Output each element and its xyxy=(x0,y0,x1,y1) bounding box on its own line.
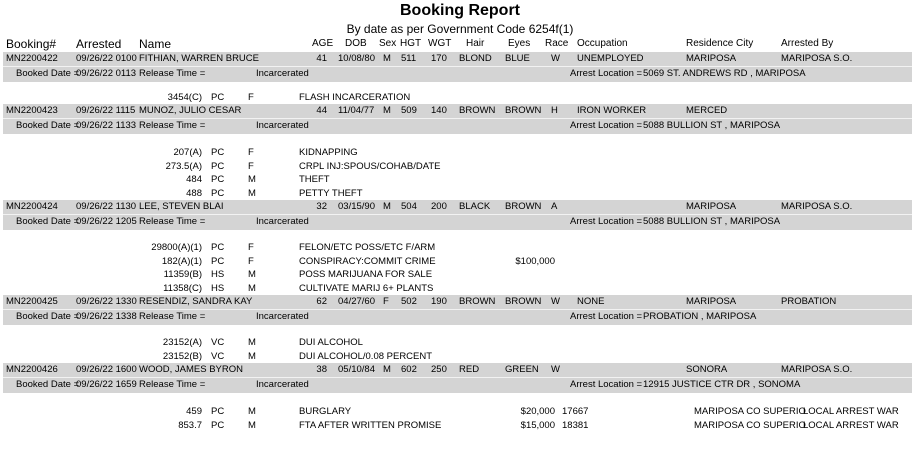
booked-date: 09/26/22 1659 xyxy=(76,379,137,390)
charge-description: FTA AFTER WRITTEN PROMISE xyxy=(299,419,442,431)
weight: 140 xyxy=(431,105,447,116)
charge-code: 853.7 xyxy=(178,419,202,431)
charge-bail: $15,000 xyxy=(520,419,555,431)
header-arrested-by: Arrested By xyxy=(781,38,834,49)
arrested-datetime: 09/26/22 1130 xyxy=(76,201,137,212)
charge-code: 3454(C) xyxy=(167,92,202,103)
arrestee-name: MUNOZ, JULIO CESAR xyxy=(139,105,242,116)
booking-number: MN2200425 xyxy=(6,296,58,307)
arrest-location: 5069 ST. ANDREWS RD , MARIPOSA xyxy=(643,68,806,79)
arrestee-name: WOOD, JAMES BYRON xyxy=(139,364,243,375)
header-arrested: Arrested xyxy=(76,37,122,51)
arrest-location-label: Arrest Location = xyxy=(570,120,643,131)
charge-code-type: VC xyxy=(211,337,225,348)
warrant-number: 18381 xyxy=(562,419,589,431)
charge-description: BURGLARY xyxy=(299,406,352,417)
band-divider xyxy=(3,66,912,67)
charge-description: FLASH INCARCERATION xyxy=(299,92,411,103)
booked-date-label: Booked Date = xyxy=(16,379,80,390)
residence-city: SONORA xyxy=(686,364,728,375)
arrest-location: 5088 BULLION ST , MARIPOSA xyxy=(643,216,781,227)
charge-code: 182(A)(1) xyxy=(161,255,202,267)
race: H xyxy=(551,105,558,116)
band-divider xyxy=(3,214,912,215)
eyes: BROWN xyxy=(505,296,542,307)
charge-bail: $100,000 xyxy=(515,255,555,267)
charge-code-type: PC xyxy=(211,174,225,186)
weight: 250 xyxy=(431,364,447,375)
charge-level: M xyxy=(248,188,256,200)
header-wgt: WGT xyxy=(428,38,452,49)
charge-level: M xyxy=(248,419,256,431)
release-time-label: Release Time = xyxy=(139,120,206,131)
custody-status: Incarcerated xyxy=(256,68,309,79)
charge-code-type: HS xyxy=(211,283,225,295)
age: 32 xyxy=(316,201,327,212)
hair: BROWN xyxy=(459,105,496,116)
height: 502 xyxy=(401,296,417,307)
release-time-label: Release Time = xyxy=(139,68,206,79)
charge-description: CRPL INJ:SPOUS/COHAB/DATE xyxy=(299,160,441,172)
header-dob: DOB xyxy=(345,38,367,49)
sex: M xyxy=(383,105,391,116)
hair: BROWN xyxy=(459,296,496,307)
booked-date: 09/26/22 1133 xyxy=(76,120,137,131)
age: 44 xyxy=(316,105,327,116)
race: A xyxy=(551,201,558,212)
charge-code-type: VC xyxy=(211,350,225,362)
charge-code-type: PC xyxy=(211,160,225,172)
warrant-agency: LOCAL ARREST WAR xyxy=(803,406,899,417)
race: W xyxy=(551,53,560,64)
header-sex: Sex xyxy=(379,38,397,49)
header-name: Name xyxy=(139,37,172,51)
occupation: NONE xyxy=(577,296,605,307)
eyes: BROWN xyxy=(505,105,542,116)
charge-code: 11359(B) xyxy=(163,269,202,281)
height: 504 xyxy=(401,201,417,212)
age: 41 xyxy=(316,53,327,64)
custody-status: Incarcerated xyxy=(256,311,309,322)
hair: RED xyxy=(459,364,480,375)
height: 511 xyxy=(401,53,417,64)
booking-number: MN2200426 xyxy=(6,364,58,375)
arrestee-name: RESENDIZ, SANDRA KAY xyxy=(139,296,253,307)
charge-bail: $20,000 xyxy=(520,406,555,417)
court: MARIPOSA CO SUPERIO xyxy=(694,419,806,431)
arrest-location-label: Arrest Location = xyxy=(570,311,643,322)
dob: 03/15/90 xyxy=(338,201,375,212)
band-divider xyxy=(3,118,912,119)
dob: 10/08/80 xyxy=(338,53,375,64)
arrest-location-label: Arrest Location = xyxy=(570,216,643,227)
booked-date: 09/26/22 1338 xyxy=(76,311,137,322)
arrested-datetime: 09/26/22 0100 xyxy=(76,53,137,64)
eyes: BLUE xyxy=(505,53,530,64)
height: 509 xyxy=(401,105,417,116)
release-time-label: Release Time = xyxy=(139,379,206,390)
age: 38 xyxy=(316,364,327,375)
charge-code: 23152(B) xyxy=(162,350,202,362)
arrest-location-label: Arrest Location = xyxy=(570,68,643,79)
charge-description: PETTY THEFT xyxy=(299,188,363,200)
charge-level: F xyxy=(248,242,254,253)
charge-description: THEFT xyxy=(299,174,330,186)
charge-code: 207(A) xyxy=(173,147,202,158)
charge-level: F xyxy=(248,255,254,267)
weight: 170 xyxy=(431,53,447,64)
dob: 04/27/60 xyxy=(338,296,375,307)
residence-city: MARIPOSA xyxy=(686,201,737,212)
band-divider xyxy=(3,309,912,310)
sex: M xyxy=(383,201,391,212)
booked-date-label: Booked Date = xyxy=(16,120,80,131)
charge-level: M xyxy=(248,174,256,186)
release-time-label: Release Time = xyxy=(139,216,206,227)
charge-description: DUI ALCOHOL xyxy=(299,337,363,348)
charge-code-type: PC xyxy=(211,92,225,103)
release-time-label: Release Time = xyxy=(139,311,206,322)
arrest-location: 5088 BULLION ST , MARIPOSA xyxy=(643,120,781,131)
sex: M xyxy=(383,364,391,375)
charge-code: 273.5(A) xyxy=(165,160,202,172)
arrestee-name: FITHIAN, WARREN BRUCE xyxy=(139,53,259,64)
charge-description: POSS MARIJUANA FOR SALE xyxy=(299,269,433,281)
residence-city: MERCED xyxy=(686,105,728,116)
header-occupation: Occupation xyxy=(577,38,628,49)
charge-code: 484 xyxy=(186,174,202,186)
charge-code: 11358(C) xyxy=(163,283,202,295)
weight: 190 xyxy=(431,296,447,307)
charge-description: CONSPIRACY:COMMIT CRIME xyxy=(299,255,436,267)
charge-code: 459 xyxy=(186,406,202,417)
charge-code-type: HS xyxy=(211,269,225,281)
arrest-location: 12915 JUSTICE CTR DR , SONOMA xyxy=(643,379,801,390)
charge-level: M xyxy=(248,337,256,348)
charge-description: KIDNAPPING xyxy=(299,147,358,158)
residence-city: MARIPOSA xyxy=(686,53,737,64)
height: 602 xyxy=(401,364,417,375)
booking-number: MN2200423 xyxy=(6,105,58,116)
charge-code: 23152(A) xyxy=(162,337,202,348)
charge-level: M xyxy=(248,283,256,295)
dob: 11/04/77 xyxy=(338,105,375,116)
band-divider xyxy=(3,377,912,378)
race: W xyxy=(551,296,560,307)
arrested-datetime: 09/26/22 1600 xyxy=(76,364,137,375)
charge-code-type: PC xyxy=(211,188,225,200)
sex: M xyxy=(383,53,391,64)
charge-code-type: PC xyxy=(211,242,225,253)
charge-code-type: PC xyxy=(211,406,225,417)
booking-number: MN2200422 xyxy=(6,53,58,64)
booked-date: 09/26/22 0113 xyxy=(76,68,137,79)
warrant-number: 17667 xyxy=(562,406,589,417)
header-age: AGE xyxy=(312,38,334,49)
sex: F xyxy=(383,296,389,307)
custody-status: Incarcerated xyxy=(256,379,309,390)
occupation: UNEMPLOYED xyxy=(577,53,644,64)
header-booking: Booking# xyxy=(6,37,57,51)
header-hgt: HGT xyxy=(400,38,422,49)
custody-status: Incarcerated xyxy=(256,120,309,131)
booked-date: 09/26/22 1205 xyxy=(76,216,137,227)
report-subtitle: By date as per Government Code 6254f(1) xyxy=(346,22,574,36)
arrested-by: MARIPOSA S.O. xyxy=(781,53,853,64)
charge-description: FELON/ETC POSS/ETC F/ARM xyxy=(299,242,436,253)
charge-description: CULTIVATE MARIJ 6+ PLANTS xyxy=(299,283,434,295)
charge-code-type: PC xyxy=(211,255,225,267)
charge-code: 29800(A)(1) xyxy=(151,242,202,253)
charge-level: F xyxy=(248,92,254,103)
booking-number: MN2200424 xyxy=(6,201,58,212)
eyes: GREEN xyxy=(505,364,539,375)
header-hair: Hair xyxy=(466,38,485,49)
charge-code-type: PC xyxy=(211,419,225,431)
warrant-agency: LOCAL ARREST WAR xyxy=(803,419,899,431)
arrest-location-label: Arrest Location = xyxy=(570,379,643,390)
charge-code: 488 xyxy=(186,188,202,200)
race: W xyxy=(551,364,560,375)
arrest-location: PROBATION , MARIPOSA xyxy=(643,311,757,322)
charge-code-type: PC xyxy=(211,147,225,158)
court: MARIPOSA CO SUPERIO xyxy=(694,406,806,417)
booked-date-label: Booked Date = xyxy=(16,311,80,322)
charge-level: M xyxy=(248,406,256,417)
arrested-datetime: 09/26/22 1115 xyxy=(76,105,136,116)
charge-level: M xyxy=(248,269,256,281)
charge-description: DUI ALCOHOL/0.08 PERCENT xyxy=(299,350,433,362)
arrested-by: PROBATION xyxy=(781,296,837,307)
occupation: IRON WORKER xyxy=(577,105,647,116)
residence-city: MARIPOSA xyxy=(686,296,737,307)
report-title: Booking Report xyxy=(400,2,520,19)
arrested-datetime: 09/26/22 1330 xyxy=(76,296,137,307)
custody-status: Incarcerated xyxy=(256,216,309,227)
header-eyes: Eyes xyxy=(508,38,531,49)
charge-level: F xyxy=(248,160,254,172)
booked-date-label: Booked Date = xyxy=(16,216,80,227)
arrested-by: MARIPOSA S.O. xyxy=(781,201,853,212)
age: 62 xyxy=(316,296,327,307)
arrestee-name: LEE, STEVEN BLAI xyxy=(139,201,224,212)
charge-level: M xyxy=(248,350,256,362)
hair: BLACK xyxy=(459,201,491,212)
header-race: Race xyxy=(545,38,569,49)
booked-date-label: Booked Date = xyxy=(16,68,80,79)
weight: 200 xyxy=(431,201,447,212)
charge-level: F xyxy=(248,147,254,158)
hair: BLOND xyxy=(459,53,492,64)
arrested-by: MARIPOSA S.O. xyxy=(781,364,853,375)
header-residence-city: Residence City xyxy=(686,38,754,49)
eyes: BROWN xyxy=(505,201,542,212)
dob: 05/10/84 xyxy=(338,364,375,375)
